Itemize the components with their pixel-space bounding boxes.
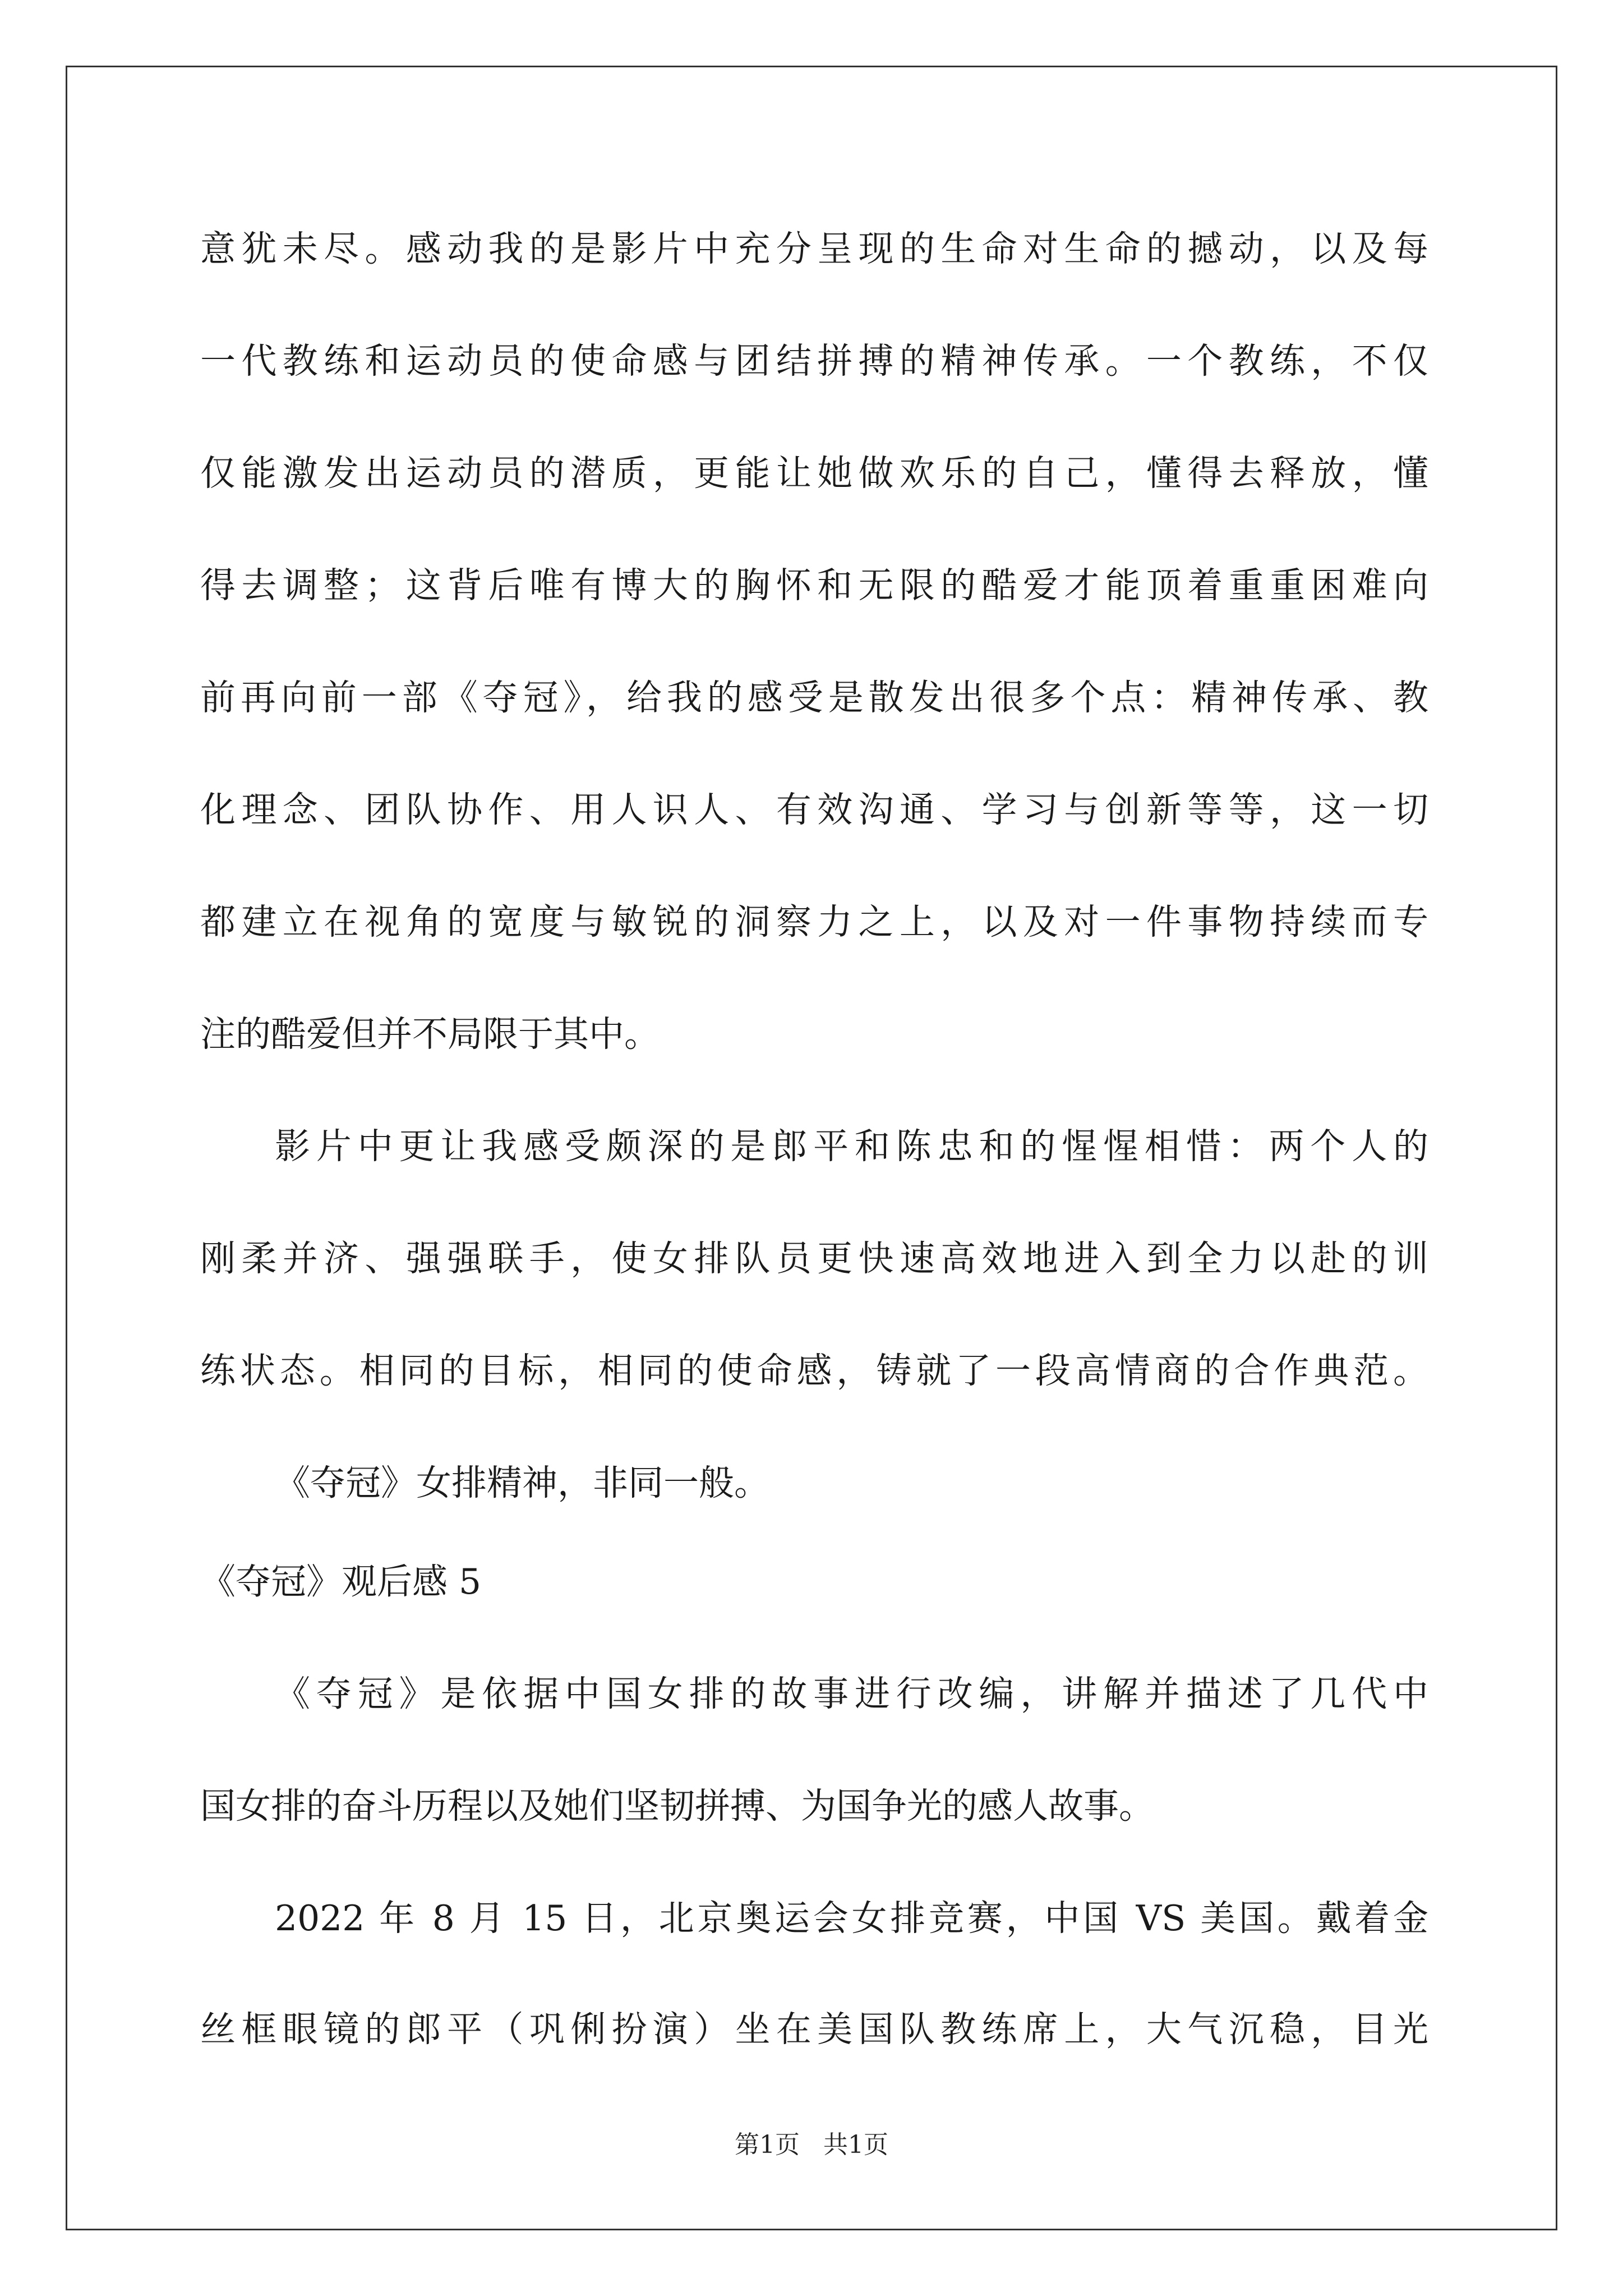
paragraph-line-7: 都建立在视角的宽度与敏锐的洞察力之上，以及对一件事物持续而专 — [200, 901, 1428, 942]
paragraph-line-3: 仅能激发出运动员的潜质，更能让她做欢乐的自己，懂得去释放，懂 — [200, 453, 1428, 494]
paragraph-line-5: 前再向前一部《夺冠》，给我的感受是散发出很多个点：精神传承、教 — [200, 677, 1428, 718]
paragraph-line-4: 得去调整；这背后唯有博大的胸怀和无限的酷爱才能顶着重重困难向 — [200, 565, 1428, 606]
paragraph-line-11: 练状态。相同的目标，相同的使命感，铸就了一段高情商的合作典范。 — [200, 1350, 1428, 1391]
paragraph-line-14: 国女排的奋斗历程以及她们坚韧拼搏、为国争光的感人故事。 — [200, 1786, 1154, 1826]
paragraph-line-6: 化理念、团队协作、用人识人、有效沟通、学习与创新等等，这一切 — [200, 789, 1428, 830]
paragraph-line-15: 2022 年 8 月 15 日，北京奥运会女排竞赛，中国 VS 美国。戴着金 — [275, 1898, 1428, 1939]
paragraph-line-2: 一代教练和运动员的使命感与团结拼搏的精神传承。一个教练，不仅 — [200, 341, 1428, 381]
paragraph-line-12: 《夺冠》女排精神，非同一般。 — [275, 1462, 769, 1503]
paragraph-line-9: 影片中更让我感受颇深的是郎平和陈忠和的惺惺相惜：两个人的 — [275, 1126, 1428, 1167]
paragraph-line-10: 刚柔并济、强强联手，使女排队员更快速高效地进入到全力以赴的训 — [200, 1238, 1428, 1279]
paragraph-line-16: 丝框眼镜的郎平（巩俐扮演）坐在美国队教练席上，大气沉稳，目光 — [200, 2009, 1428, 2050]
paragraph-line-1: 意犹未尽。感动我的是影片中充分呈现的生命对生命的撼动，以及每 — [200, 228, 1428, 269]
paragraph-line-8: 注的酷爱但并不局限于其中。 — [200, 1014, 660, 1055]
paragraph-line-13: 《夺冠》是依据中国女排的故事进行改编，讲解并描述了几代中 — [275, 1673, 1428, 1714]
page-number-footer: 第1页 共1页 — [735, 2131, 888, 2159]
section-heading: 《夺冠》观后感 5 — [200, 1561, 482, 1602]
